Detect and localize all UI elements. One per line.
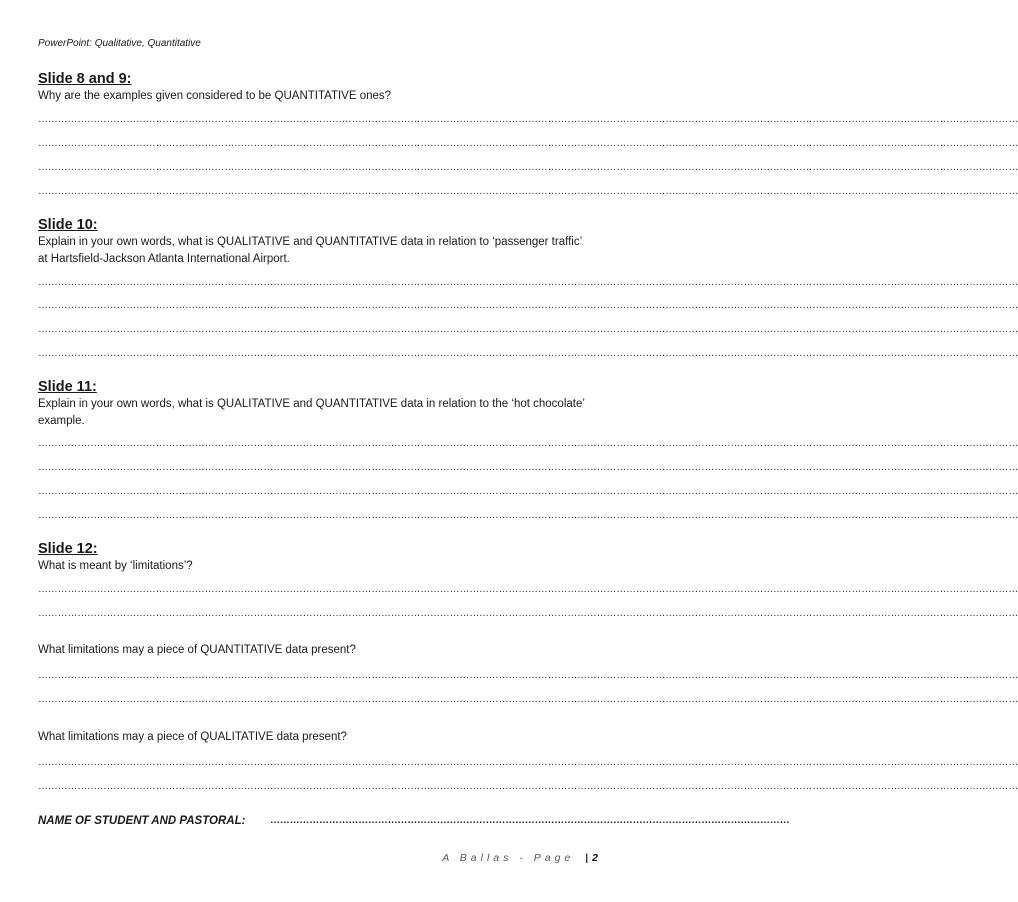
answer-line[interactable]: ………………………………………………………………………………………………………………………………………………………………………………………………………………………………………………………………………… <box>38 670 1018 681</box>
answer-line[interactable]: ………………………………………………………………………………………………………………………………………………………………………………………………………………………………………………………………………… <box>38 781 1018 792</box>
footer-author: A Ballas <box>442 852 513 864</box>
answer-line[interactable]: ………………………………………………………………………………………………………………………………………………………………………………………………………………………………………………………………………… <box>38 300 1018 311</box>
section-slide-8-9 <box>38 70 594 105</box>
section-slide-12 <box>38 540 594 575</box>
section-heading: Slide 10: <box>38 217 98 233</box>
answer-line[interactable]: ………………………………………………………………………………………………………………………………………………………………………………………………………………………………………………………………………… <box>38 584 1018 595</box>
section-heading: Slide 8 and 9: <box>38 71 132 87</box>
answer-line[interactable]: ………………………………………………………………………………………………………………………………………………………………………………………………………………………………………………………………………… <box>38 348 1018 359</box>
answer-line[interactable]: ………………………………………………………………………………………………………………………………………………………………………………………………………………………………………………………………………… <box>38 277 1018 288</box>
section-heading: Slide 11: <box>38 379 97 395</box>
question-text: What limitations may a piece of QUALITATIVE data present? <box>38 731 347 743</box>
answer-line[interactable]: ………………………………………………………………………………………………………………………………………………………………………………………………………………………………………………………………………… <box>38 694 1018 705</box>
question-quantitative-limitations <box>38 642 594 659</box>
question-text: Explain in your own words, what is QUALITATIVE and QUANTITATIVE data in relation to ‘passenger traffic’ at Hartsfield-Jackson Atlanta International Airport. <box>38 236 582 265</box>
page-header: PowerPoint: Qualitative, Quantitative <box>38 38 201 49</box>
footer-separator: | <box>585 852 589 864</box>
question-text: Explain in your own words, what is QUALITATIVE and QUANTITATIVE data in relation to the ‘hot chocolate’ example. <box>38 398 585 427</box>
answer-line[interactable]: ………………………………………………………………………………………………………………………………………………………………………………………………………………………………………………………………………… <box>38 114 1018 125</box>
footer-page-label: Page <box>533 852 575 864</box>
answer-line[interactable]: ………………………………………………………………………………………………………………………………………………………………………………………………………………………………………………………………………… <box>38 186 1018 197</box>
answer-line[interactable]: ………………………………………………………………………………………………………………………………………………………………………………………………………………………………………………………………………… <box>38 486 1018 497</box>
answer-line[interactable]: ………………………………………………………………………………………………………………………………………………………………………………………………………………………………………………………………………… <box>38 510 1018 521</box>
page-footer: A Ballas - Page | 2 <box>442 852 598 864</box>
answer-line[interactable]: ………………………………………………………………………………………………………………………………………………………………………………………………………………………………………………………………………… <box>38 438 1018 449</box>
answer-line[interactable]: ………………………………………………………………………………………………………………………………………………………………………………………………………………………………………………………………………… <box>38 162 1018 173</box>
question-text: What limitations may a piece of QUANTITATIVE data present? <box>38 644 356 656</box>
answer-line[interactable]: ………………………………………………………………………………………………………………………………………………………………………………………………………………………………………………………………………… <box>38 608 1018 619</box>
page-number: 2 <box>592 852 598 864</box>
answer-line[interactable]: ………………………………………………………………………………………………………………………………………………………………………………………………………………………………………………………………………… <box>38 757 1018 768</box>
question-text: Why are the examples given considered to be QUANTITATIVE ones? <box>38 90 392 102</box>
name-field-line[interactable]: …………………………………………………………………………………………………………………………………………… <box>270 815 790 826</box>
section-slide-10 <box>38 216 594 268</box>
question-qualitative-limitations <box>38 729 594 746</box>
question-text: What is meant by ‘limitations’? <box>38 560 193 572</box>
answer-line[interactable]: ………………………………………………………………………………………………………………………………………………………………………………………………………………………………………………………………………… <box>38 462 1018 473</box>
section-slide-11 <box>38 378 594 430</box>
section-heading: Slide 12: <box>38 541 98 557</box>
answer-line[interactable]: ………………………………………………………………………………………………………………………………………………………………………………………………………………………………………………………………………… <box>38 138 1018 149</box>
answer-line[interactable]: ………………………………………………………………………………………………………………………………………………………………………………………………………………………………………………………………………… <box>38 324 1018 335</box>
name-field-label: NAME OF STUDENT AND PASTORAL: <box>38 815 246 827</box>
